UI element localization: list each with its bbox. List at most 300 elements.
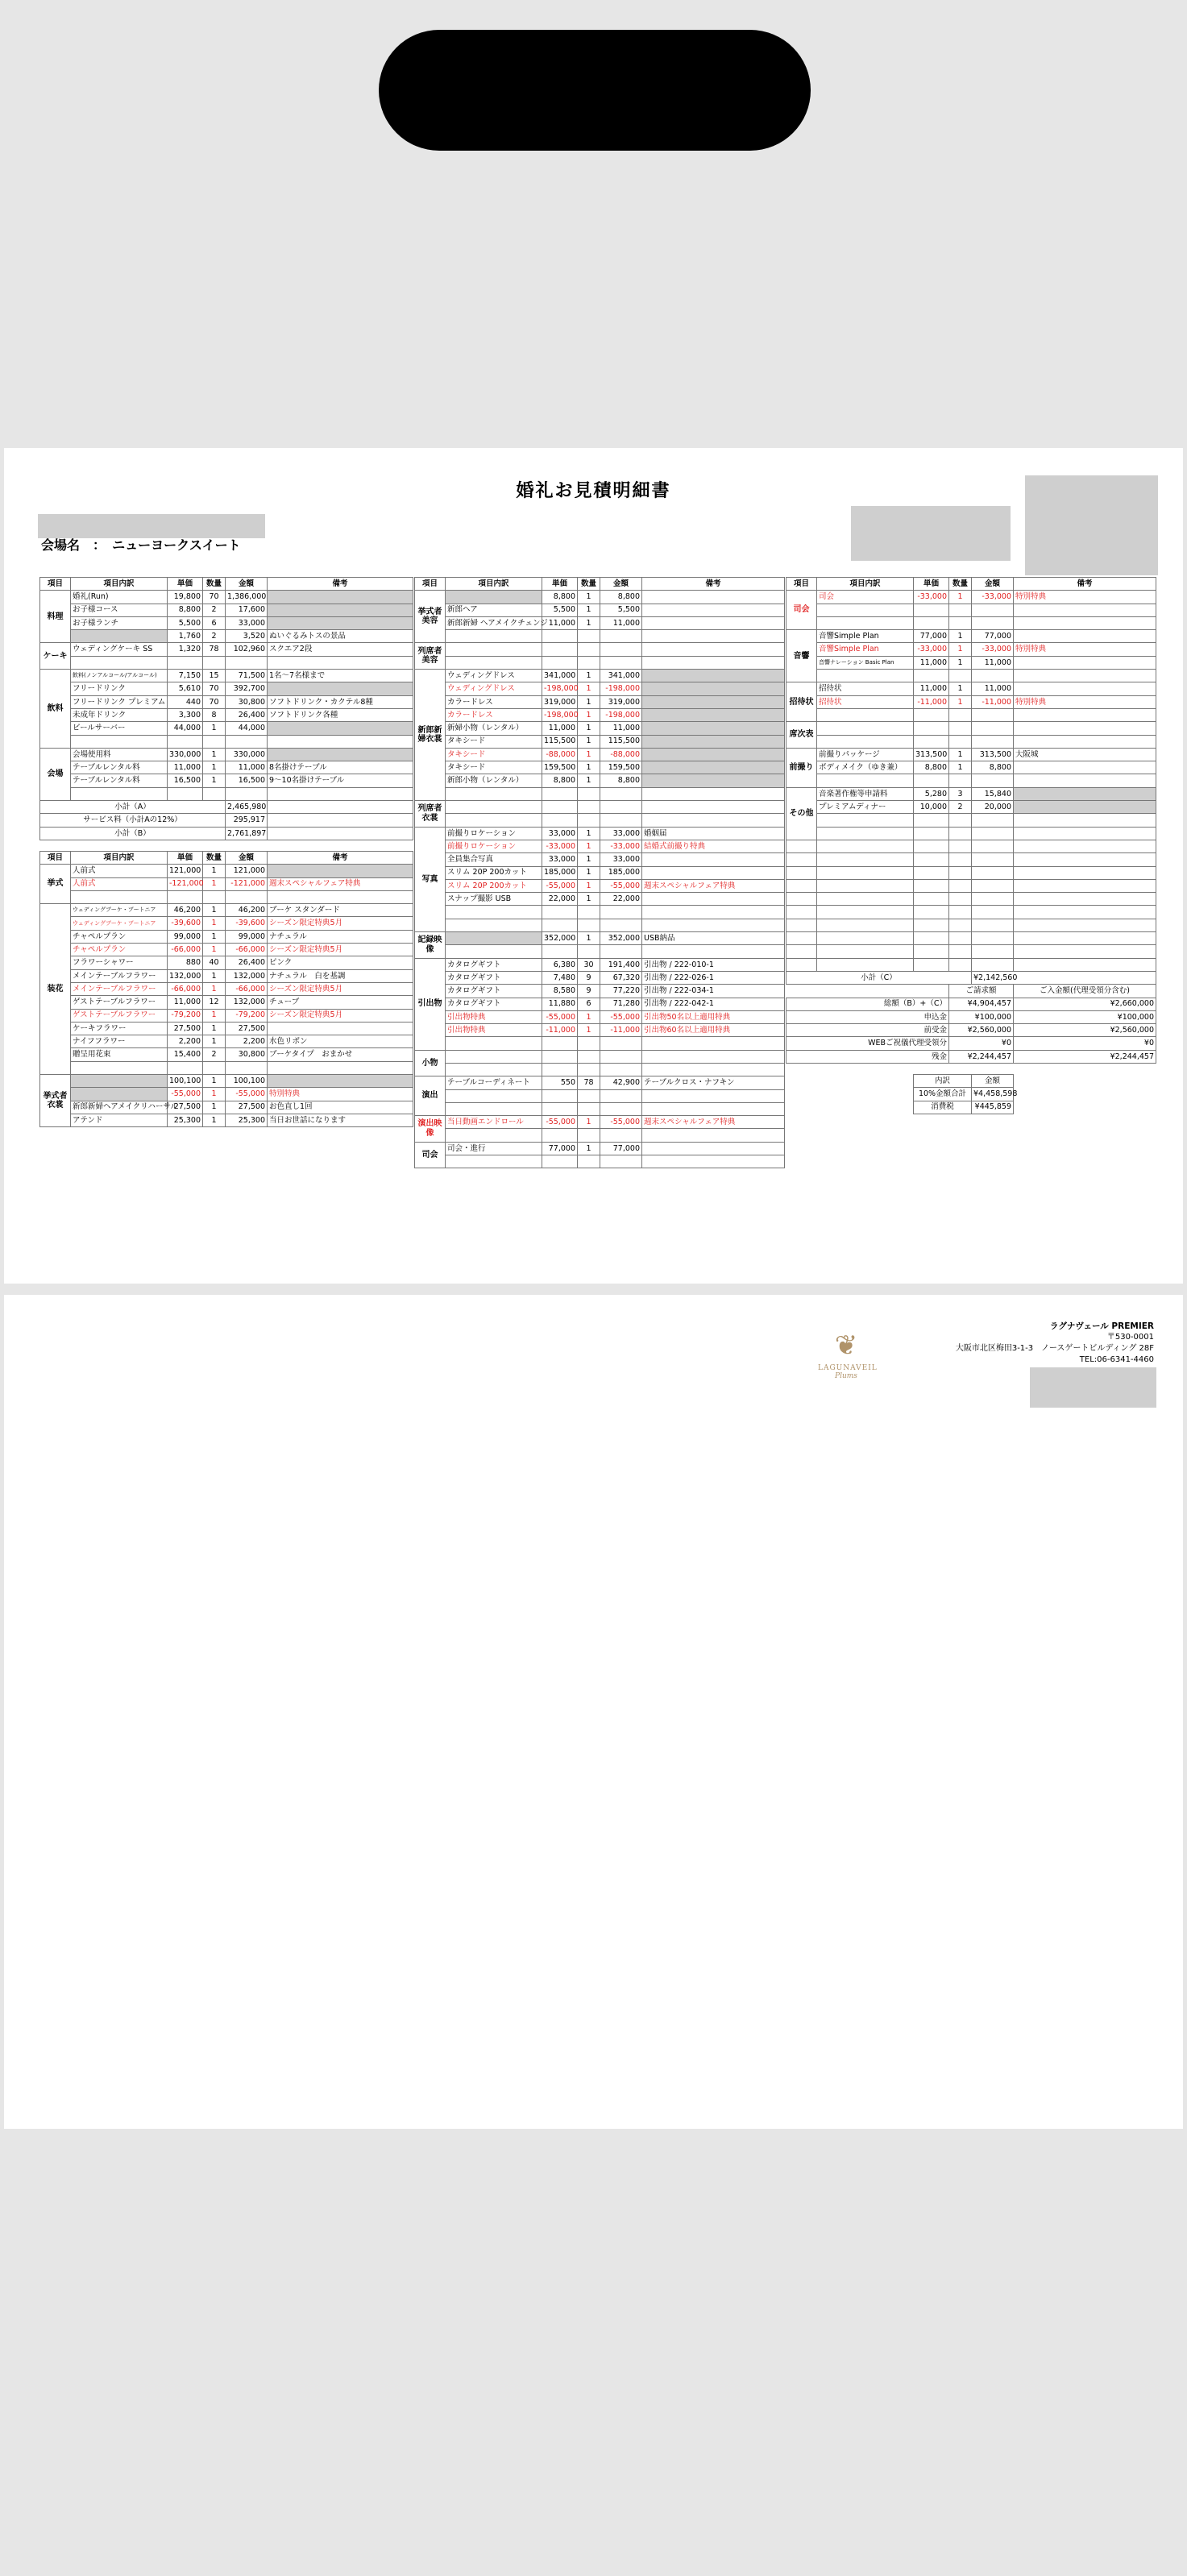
- note: USB納品: [642, 932, 785, 945]
- unit-price: 880: [168, 956, 203, 969]
- amount: [600, 919, 642, 931]
- column-header: 数量: [578, 578, 600, 591]
- quantity: 1: [203, 1035, 226, 1048]
- quantity: [949, 616, 972, 629]
- amount: 392,700: [226, 682, 268, 695]
- table-row: [415, 1037, 785, 1050]
- quantity: 1: [203, 877, 226, 890]
- quantity: 9: [578, 971, 600, 984]
- table-row: [40, 890, 413, 903]
- item-name: アテンド: [71, 1114, 168, 1126]
- category-label: 挙式: [40, 865, 71, 904]
- unit-price: 440: [168, 695, 203, 708]
- table-row: [415, 801, 785, 814]
- item-name: [446, 1050, 542, 1063]
- quantity: 1: [949, 682, 972, 695]
- table-row: [40, 956, 413, 969]
- unit-price: 100,100: [168, 1074, 203, 1087]
- table-row: [415, 1102, 785, 1115]
- note: [642, 893, 785, 906]
- item-name: ゲストテーブルフラワー: [71, 1009, 168, 1022]
- amount: 25,300: [226, 1114, 268, 1126]
- amount: [600, 1050, 642, 1063]
- column-header: 単価: [542, 578, 578, 591]
- quantity: [949, 827, 972, 840]
- amount: [600, 814, 642, 827]
- item-name: スリム 20P 200カット: [446, 866, 542, 879]
- table-row: [40, 735, 413, 748]
- category-label: 写真: [415, 827, 446, 931]
- item-name: [817, 722, 914, 735]
- table-row: [415, 893, 785, 906]
- item-name: カラードレス: [446, 708, 542, 721]
- table-row: [415, 1050, 785, 1063]
- amount: 121,000: [226, 865, 268, 877]
- table-row: [786, 616, 1156, 629]
- item-name: [817, 735, 914, 748]
- table-row: [415, 998, 785, 1010]
- item-name: お子様ランチ: [71, 616, 168, 629]
- table-row: [415, 958, 785, 971]
- redacted-stamp: [851, 506, 1011, 561]
- unit-price: [542, 1102, 578, 1115]
- table-row: [415, 971, 785, 984]
- item-name: 婚礼(Run): [71, 591, 168, 604]
- unit-price: 16,500: [168, 774, 203, 787]
- column-header: 項目: [40, 851, 71, 864]
- unit-price: 1,320: [168, 643, 203, 656]
- item-name: [71, 1074, 168, 1087]
- item-name: 音響Simple Plan: [817, 643, 914, 656]
- unit-price: 7,480: [542, 971, 578, 984]
- subtotal-row: 小計（B） 2,761,897: [40, 827, 413, 840]
- unit-price: [168, 890, 203, 903]
- unit-price: -121,000: [168, 877, 203, 890]
- unit-price: -198,000: [542, 682, 578, 695]
- estimate-table-left: [39, 577, 413, 1127]
- table-row: [786, 814, 1156, 827]
- table-row: [40, 1009, 413, 1022]
- item-name: カラードレス: [446, 695, 542, 708]
- unit-price: -55,000: [168, 1088, 203, 1101]
- unit-price: 99,000: [168, 930, 203, 943]
- quantity: 1: [578, 761, 600, 774]
- unit-price: 15,400: [168, 1048, 203, 1061]
- column-header: 数量: [203, 578, 226, 591]
- company-logo: ❦ LAGUNAVEIL Plums: [818, 1329, 878, 1380]
- quantity: 1: [203, 761, 226, 774]
- quantity: 1: [578, 616, 600, 629]
- quantity: 6: [578, 998, 600, 1010]
- table-row: [786, 656, 1156, 669]
- amount: 77,000: [972, 630, 1014, 643]
- amount: [600, 945, 642, 958]
- amount: -33,000: [600, 840, 642, 852]
- estimate-page: [4, 448, 1183, 1284]
- unit-price: 2,200: [168, 1035, 203, 1048]
- note: 引出物 / 222-042-1: [642, 998, 785, 1010]
- quantity: 1: [578, 853, 600, 866]
- item-name: 音響ナレーション Basic Plan: [817, 656, 914, 669]
- unit-price: -33,000: [542, 840, 578, 852]
- item-name: 前撮りロケーション: [446, 840, 542, 852]
- table-row: [786, 604, 1156, 616]
- item-name: テーブルレンタル料: [71, 774, 168, 787]
- table-row: [786, 774, 1156, 787]
- amount: [972, 827, 1014, 840]
- amount: 30,800: [226, 695, 268, 708]
- note: 特別特典: [268, 1088, 413, 1101]
- item-name: [446, 906, 542, 919]
- table-row: [415, 932, 785, 945]
- item-name: 未成年ドリンク: [71, 708, 168, 721]
- quantity: 8: [203, 708, 226, 721]
- amount: 3,520: [226, 630, 268, 643]
- note: [642, 1037, 785, 1050]
- quantity: 2: [203, 1048, 226, 1061]
- note: [642, 787, 785, 800]
- unit-price: [914, 774, 949, 787]
- amount: 2,200: [226, 1035, 268, 1048]
- note: [642, 906, 785, 919]
- amount: 17,600: [226, 604, 268, 616]
- item-name: [446, 591, 542, 604]
- category-label: その他: [786, 787, 817, 840]
- item-name: [446, 656, 542, 669]
- unit-price: -33,000: [914, 591, 949, 604]
- note: チューブ: [268, 996, 413, 1009]
- billing-row: 総額（B）+（C） ¥4,904,457 ¥2,660,000: [786, 998, 1156, 1010]
- item-name: ウェディングケーキ SS: [71, 643, 168, 656]
- item-name: [817, 708, 914, 721]
- item-name: [446, 919, 542, 931]
- note: シーズン限定特典5月: [268, 982, 413, 995]
- note: [642, 735, 785, 748]
- note: [1014, 630, 1156, 643]
- amount: 42,900: [600, 1076, 642, 1089]
- quantity: [949, 814, 972, 827]
- quantity: 1: [578, 591, 600, 604]
- note: 引出物 / 222-026-1: [642, 971, 785, 984]
- unit-price: 44,000: [168, 722, 203, 735]
- note: [268, 682, 413, 695]
- unit-price: [914, 616, 949, 629]
- table-row: [415, 616, 785, 629]
- unit-price: [168, 656, 203, 669]
- table-row: [415, 853, 785, 866]
- item-name: [446, 1037, 542, 1050]
- table-row: [40, 656, 413, 669]
- table-row: [40, 917, 413, 930]
- note: [1014, 787, 1156, 800]
- quantity: [949, 604, 972, 616]
- note: シーズン限定特典5月: [268, 917, 413, 930]
- note: 婚姻届: [642, 827, 785, 840]
- amount: 77,220: [600, 985, 642, 998]
- category-label: 引出物: [415, 958, 446, 1050]
- unit-price: 5,610: [168, 682, 203, 695]
- item-name: ウェディングブーケ・ブートニア: [71, 904, 168, 917]
- note: [1014, 827, 1156, 840]
- quantity: 2: [203, 630, 226, 643]
- table-row: [415, 1010, 785, 1023]
- quantity: [578, 945, 600, 958]
- table-row: [415, 866, 785, 879]
- category-label: 飲料: [40, 670, 71, 749]
- quantity: 1: [578, 827, 600, 840]
- quantity: 1: [578, 708, 600, 721]
- table-row: [415, 840, 785, 852]
- unit-price: 8,800: [914, 761, 949, 774]
- amount: 67,320: [600, 971, 642, 984]
- unit-price: 11,000: [168, 996, 203, 1009]
- item-name: 前撮りパッケージ: [817, 748, 914, 761]
- note: [268, 656, 413, 669]
- unit-price: 33,000: [542, 853, 578, 866]
- quantity: 1: [578, 695, 600, 708]
- note: 大阪城: [1014, 748, 1156, 761]
- unit-price: 11,880: [542, 998, 578, 1010]
- category-label: 前撮り: [786, 748, 817, 787]
- item-name: 引出物特典: [446, 1024, 542, 1037]
- amount: [600, 1155, 642, 1168]
- amount: -66,000: [226, 944, 268, 956]
- item-name: 贈呈用花束: [71, 1048, 168, 1061]
- quantity: 1: [203, 917, 226, 930]
- item-name: 音響Simple Plan: [817, 630, 914, 643]
- note: [642, 643, 785, 656]
- amount: -55,000: [600, 879, 642, 892]
- quantity: 1: [578, 670, 600, 682]
- quantity: [578, 1063, 600, 1076]
- amount: 44,000: [226, 722, 268, 735]
- note: 結婚式前撮り特典: [642, 840, 785, 852]
- table-row: [415, 695, 785, 708]
- item-name: [446, 1129, 542, 1142]
- redacted-contact: [1030, 1367, 1156, 1408]
- unit-price: [542, 919, 578, 931]
- note: [268, 1061, 413, 1074]
- unit-price: 33,000: [542, 827, 578, 840]
- unit-price: [542, 1129, 578, 1142]
- unit-price: [542, 1037, 578, 1050]
- amount: 11,000: [226, 761, 268, 774]
- table-row: [40, 877, 413, 890]
- table-row: [786, 801, 1156, 814]
- table-row: [786, 670, 1156, 682]
- note: 当日お世話になります: [268, 1114, 413, 1126]
- quantity: [578, 1129, 600, 1142]
- item-name: 新郎新婦 ヘアメイクチェンジ: [446, 616, 542, 629]
- item-name: メインテーブルフラワー: [71, 969, 168, 982]
- table-row: [786, 682, 1156, 695]
- ornament-icon: ❦: [834, 1329, 858, 1362]
- venue-line: 会場名 ： ニューヨークスイート: [41, 537, 241, 553]
- table-row: [415, 919, 785, 931]
- table-row: [40, 591, 413, 604]
- table-row: [40, 616, 413, 629]
- amount: [972, 722, 1014, 735]
- table-row: [786, 591, 1156, 604]
- quantity: 3: [949, 787, 972, 800]
- column-header: 項目内訳: [817, 578, 914, 591]
- billing-row: WEBご祝儀代理受領分 ¥0 ¥0: [786, 1037, 1156, 1050]
- table-row: [40, 670, 413, 682]
- note: [642, 1102, 785, 1115]
- amount: -33,000: [972, 643, 1014, 656]
- amount: -121,000: [226, 877, 268, 890]
- table-row: [786, 787, 1156, 800]
- quantity: 12: [203, 996, 226, 1009]
- unit-price: [542, 906, 578, 919]
- amount: -198,000: [600, 708, 642, 721]
- table-row: [40, 695, 413, 708]
- unit-price: [542, 656, 578, 669]
- table-row: [40, 930, 413, 943]
- quantity: [578, 630, 600, 643]
- amount: [226, 656, 268, 669]
- column-header: 項目: [415, 578, 446, 591]
- table-row: [415, 1142, 785, 1155]
- unit-price: 185,000: [542, 866, 578, 879]
- amount: [600, 643, 642, 656]
- note: [642, 695, 785, 708]
- amount: 15,840: [972, 787, 1014, 800]
- amount: 77,000: [600, 1142, 642, 1155]
- amount: [600, 1102, 642, 1115]
- quantity: 40: [203, 956, 226, 969]
- quantity: 1: [949, 591, 972, 604]
- amount: -39,600: [226, 917, 268, 930]
- item-name: 全員集合写真: [446, 853, 542, 866]
- quantity: 1: [949, 761, 972, 774]
- unit-price: 341,000: [542, 670, 578, 682]
- table-row: [415, 1024, 785, 1037]
- unit-price: [914, 722, 949, 735]
- unit-price: [914, 827, 949, 840]
- unit-price: 25,300: [168, 1114, 203, 1126]
- table-row: [40, 630, 413, 643]
- amount: -55,000: [600, 1010, 642, 1023]
- quantity: 1: [578, 735, 600, 748]
- quantity: 1: [578, 748, 600, 761]
- quantity: [578, 1037, 600, 1050]
- item-name: プレミアムディナー: [817, 801, 914, 814]
- unit-price: [914, 814, 949, 827]
- table-row: [786, 761, 1156, 774]
- item-name: 飲料(ノンアルコール/アルコール): [71, 670, 168, 682]
- amount: 8,800: [600, 591, 642, 604]
- quantity: [578, 906, 600, 919]
- note: [1014, 656, 1156, 669]
- column-header: 数量: [203, 851, 226, 864]
- table-row: [40, 682, 413, 695]
- note: [268, 604, 413, 616]
- note: [642, 670, 785, 682]
- note: 水色リボン: [268, 1035, 413, 1048]
- column-header: 金額: [972, 578, 1014, 591]
- table-row: [786, 827, 1156, 840]
- item-name: [817, 616, 914, 629]
- redacted-banner: [379, 30, 811, 151]
- amount: [226, 890, 268, 903]
- unit-price: 10,000: [914, 801, 949, 814]
- item-name: テーブルコーディネート: [446, 1076, 542, 1089]
- item-name: [71, 630, 168, 643]
- note: 週末スペシャルフェア特典: [268, 877, 413, 890]
- quantity: [578, 656, 600, 669]
- category-label: 演出映像: [415, 1116, 446, 1143]
- item-name: [817, 670, 914, 682]
- unit-price: [542, 787, 578, 800]
- table-row: [40, 1061, 413, 1074]
- unit-price: 77,000: [914, 630, 949, 643]
- table-row: [415, 827, 785, 840]
- billing-row: 残金 ¥2,244,457 ¥2,244,457: [786, 1050, 1156, 1063]
- unit-price: -66,000: [168, 982, 203, 995]
- table-row: [40, 708, 413, 721]
- note: [268, 616, 413, 629]
- table-row: [415, 656, 785, 669]
- table-row: [40, 1074, 413, 1087]
- unit-price: 6,380: [542, 958, 578, 971]
- table-row: [40, 643, 413, 656]
- item-name: スナップ撮影 USB: [446, 893, 542, 906]
- amount: [972, 616, 1014, 629]
- amount: [972, 774, 1014, 787]
- amount: -55,000: [226, 1088, 268, 1101]
- unit-price: 19,800: [168, 591, 203, 604]
- unit-price: 313,500: [914, 748, 949, 761]
- item-name: テーブルレンタル料: [71, 761, 168, 774]
- note: [1014, 722, 1156, 735]
- unit-price: -198,000: [542, 708, 578, 721]
- quantity: 1: [578, 722, 600, 735]
- item-name: [446, 945, 542, 958]
- quantity: [949, 774, 972, 787]
- unit-price: -11,000: [914, 695, 949, 708]
- item-name: [446, 1063, 542, 1076]
- subtotal-row: 小計（A） 2,465,980: [40, 801, 413, 814]
- item-name: 人前式: [71, 865, 168, 877]
- note: お色直し1回: [268, 1101, 413, 1114]
- unit-price: [914, 604, 949, 616]
- amount: 341,000: [600, 670, 642, 682]
- amount: 159,500: [600, 761, 642, 774]
- item-name: [446, 630, 542, 643]
- amount: 30,800: [226, 1048, 268, 1061]
- amount: [972, 814, 1014, 827]
- item-name: フリードリンク プレミアム: [71, 695, 168, 708]
- amount: -11,000: [600, 1024, 642, 1037]
- unit-price: 46,200: [168, 904, 203, 917]
- item-name: [71, 1088, 168, 1101]
- note: シーズン限定特典5月: [268, 944, 413, 956]
- item-name: お子様コース: [71, 604, 168, 616]
- unit-price: 11,000: [168, 761, 203, 774]
- amount: 99,000: [226, 930, 268, 943]
- unit-price: 1,760: [168, 630, 203, 643]
- quantity: 6: [203, 616, 226, 629]
- quantity: 30: [578, 958, 600, 971]
- table-row: [415, 1116, 785, 1129]
- column-header: 項目: [786, 578, 817, 591]
- table-row: [415, 591, 785, 604]
- table-row: [40, 1101, 413, 1114]
- note: [642, 1142, 785, 1155]
- amount: 100,100: [226, 1074, 268, 1087]
- note: [642, 814, 785, 827]
